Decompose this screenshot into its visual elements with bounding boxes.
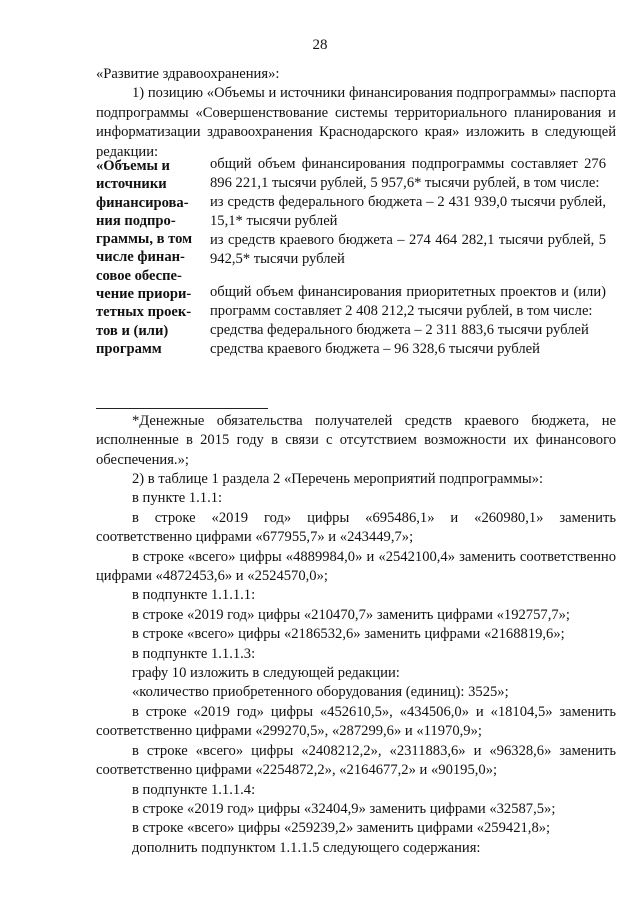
label-line: совое обеспе- <box>96 267 182 284</box>
footnote-divider <box>96 408 268 409</box>
priority-federal: средства федерального бюджета – 2 311 883,6 тысячи рублей <box>210 321 589 338</box>
label-line: источники <box>96 176 167 193</box>
passport-table-values <box>210 155 606 359</box>
financing-total: общий объем финансирования подпрограммы составляет 276 896 221,1 тысячи рублей, 5 957,6* тысячи рублей, в том числе: <box>210 156 606 192</box>
label-line: граммы, в том <box>96 231 193 248</box>
amendment-line: в строке «2019 год» цифры «32404,9» заменить цифрами «32587,5»; <box>132 800 556 817</box>
label-line: программ <box>96 340 162 357</box>
label-line: тов и (или) <box>96 322 169 339</box>
amendments-section <box>96 470 616 858</box>
priority-regional: средства краевого бюджета – 96 328,6 тысячи рублей <box>210 340 540 357</box>
label-line: финансирова- <box>96 194 189 211</box>
amendment-line: «количество приобретенного оборудования (единиц): 3525»; <box>132 684 509 701</box>
amendment-line: в подпункте 1.1.1.4: <box>132 781 256 798</box>
amendment-line: в пункте 1.1.1: <box>132 490 223 507</box>
amendment-line: в строке «всего» цифры «2408212,2», «2311883,6» и «96328,6» заменить соответственно цифрами «2254872,2», «2164677,2» и «90195,0»; <box>96 742 616 779</box>
amendment-line: в строке «всего» цифры «259239,2» заменить цифрами «259421,8»; <box>132 820 551 837</box>
amendment-line: графу 10 изложить в следующей редакции: <box>132 665 400 682</box>
amendment-line: 2) в таблице 1 раздела 2 «Перечень мероприятий подпрограммы»: <box>132 471 544 487</box>
financing-federal: из средств федерального бюджета – 2 431 939,0 тысячи рублей, 15,1* тысячи рублей <box>210 194 606 230</box>
amendment-line: в строке «2019 год» цифры «695486,1» и «260980,1» заменить соответственно цифрами «677955,7» и «243449,7»; <box>96 509 616 546</box>
amendment-line: в подпункте 1.1.1.3: <box>132 645 256 662</box>
financing-regional: из средств краевого бюджета – 274 464 282,1 тысячи рублей, 5 942,5* тысячи рублей <box>210 232 606 268</box>
priority-projects-total: общий объем финансирования приоритетных проектов и (или) программ составляет 2 408 212,2 тысячи рублей, в том числе: <box>210 283 606 319</box>
passport-table-label <box>96 157 204 358</box>
amendment-line: в строке «2019 год» цифры «210470,7» заменить цифрами «192757,7»; <box>132 606 570 623</box>
label-line: тетных проек- <box>96 304 192 321</box>
amendment-line: в строке «2019 год» цифры «452610,5», «434506,0» и «18104,5» заменить соответственно цифрами «299270,5», «287299,6» и «11970,9»; <box>96 703 616 740</box>
label-line: ния подпро- <box>96 212 176 229</box>
intro-quote: «Развитие здравоохранения»: <box>96 66 280 82</box>
page-number: 28 <box>312 37 328 53</box>
amendment-line: в подпункте 1.1.1.1: <box>132 587 256 604</box>
label-line: чение приори- <box>96 286 192 303</box>
amendment-line: в строке «всего» цифры «4889984,0» и «2542100,4» заменить соответственно цифрами «4872453,6» и «2524570,0»; <box>96 548 616 585</box>
footnote: *Денежные обязательства получателей средств краевого бюджета, не исполненные в 2015 году в связи с отсутствием возможности их финансового обеспечения.»; <box>96 413 616 468</box>
item-1-paragraph: 1) позицию «Объемы и источники финансирования подпрограммы» паспорта подпрограммы «Совершенствование системы территориального планирования и информатизации здравоохранения Краснодарского края» изложить в следующей редакции: <box>96 85 616 160</box>
intro-section <box>96 65 616 162</box>
amendment-line: в строке «всего» цифры «2186532,6» заменить цифрами «2168819,6»; <box>132 626 565 643</box>
label-line: «Объемы и <box>96 158 170 174</box>
amendment-line: дополнить подпунктом 1.1.1.5 следующего содержания: <box>132 839 481 856</box>
footnote-section <box>96 412 616 470</box>
label-line: числе финан- <box>96 249 185 266</box>
